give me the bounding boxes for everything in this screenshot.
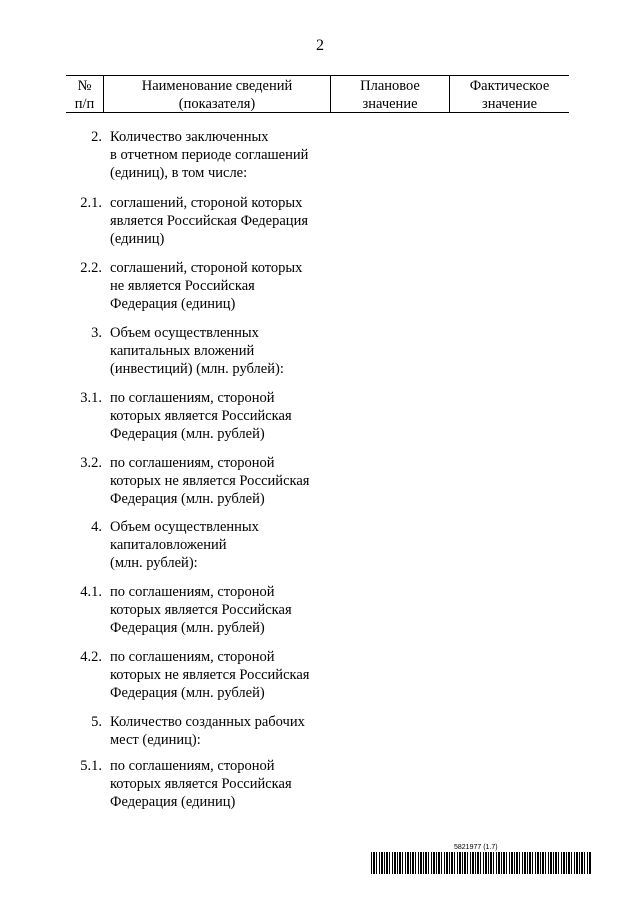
- row-number: 5.1.: [80, 758, 102, 774]
- row-number: 4.1.: [80, 584, 102, 600]
- row-name: Объем осуществленных капиталовложений (млн. рублей):: [110, 519, 259, 571]
- row-number: 4.: [91, 519, 102, 535]
- row-name: по соглашениям, стороной которых не является Российская Федерация (млн. рублей): [110, 455, 310, 507]
- barcode-code-text: 5821977 (1.7): [454, 844, 498, 851]
- table-header-top-rule: [66, 75, 569, 76]
- row-name: по соглашениям, стороной которых является Российская Федерация (млн. рублей): [110, 390, 292, 442]
- row-name: Количество заключенных в отчетном периоде соглашений (единиц), в том числе:: [110, 129, 309, 181]
- page-number: 2: [316, 37, 324, 54]
- row-name: по соглашениям, стороной которых является Российская Федерация (млн. рублей): [110, 584, 292, 636]
- row-number: 2.: [91, 129, 102, 145]
- row-number: 4.2.: [80, 649, 102, 665]
- row-name: по соглашениям, стороной которых является Российская Федерация (единиц): [110, 758, 292, 810]
- row-name: по соглашениям, стороной которых не является Российская Федерация (млн. рублей): [110, 649, 310, 701]
- row-name: Объем осуществленных капитальных вложений (инвестиций) (млн. рублей):: [110, 325, 284, 377]
- header-name: Наименование сведений (показателя): [141, 78, 293, 112]
- row-name: соглашений, стороной которых не является Российская Федерация (единиц): [110, 260, 303, 312]
- row-number: 3.: [91, 325, 102, 341]
- barcode-image: [371, 852, 591, 874]
- row-number: 5.: [91, 714, 102, 730]
- row-number: 2.1.: [80, 195, 102, 211]
- row-name: соглашений, стороной которых является Российская Федерация (единиц): [110, 195, 308, 247]
- row-number: 2.2.: [80, 260, 102, 276]
- header-number: № п/п: [74, 78, 95, 112]
- header-actual-value: Фактическое значение: [469, 78, 550, 112]
- row-number: 3.2.: [80, 455, 102, 471]
- header-planned-value: Плановое значение: [360, 78, 420, 112]
- row-name: Количество созданных рабочих мест (единиц):: [110, 714, 305, 748]
- row-number: 3.1.: [80, 390, 102, 406]
